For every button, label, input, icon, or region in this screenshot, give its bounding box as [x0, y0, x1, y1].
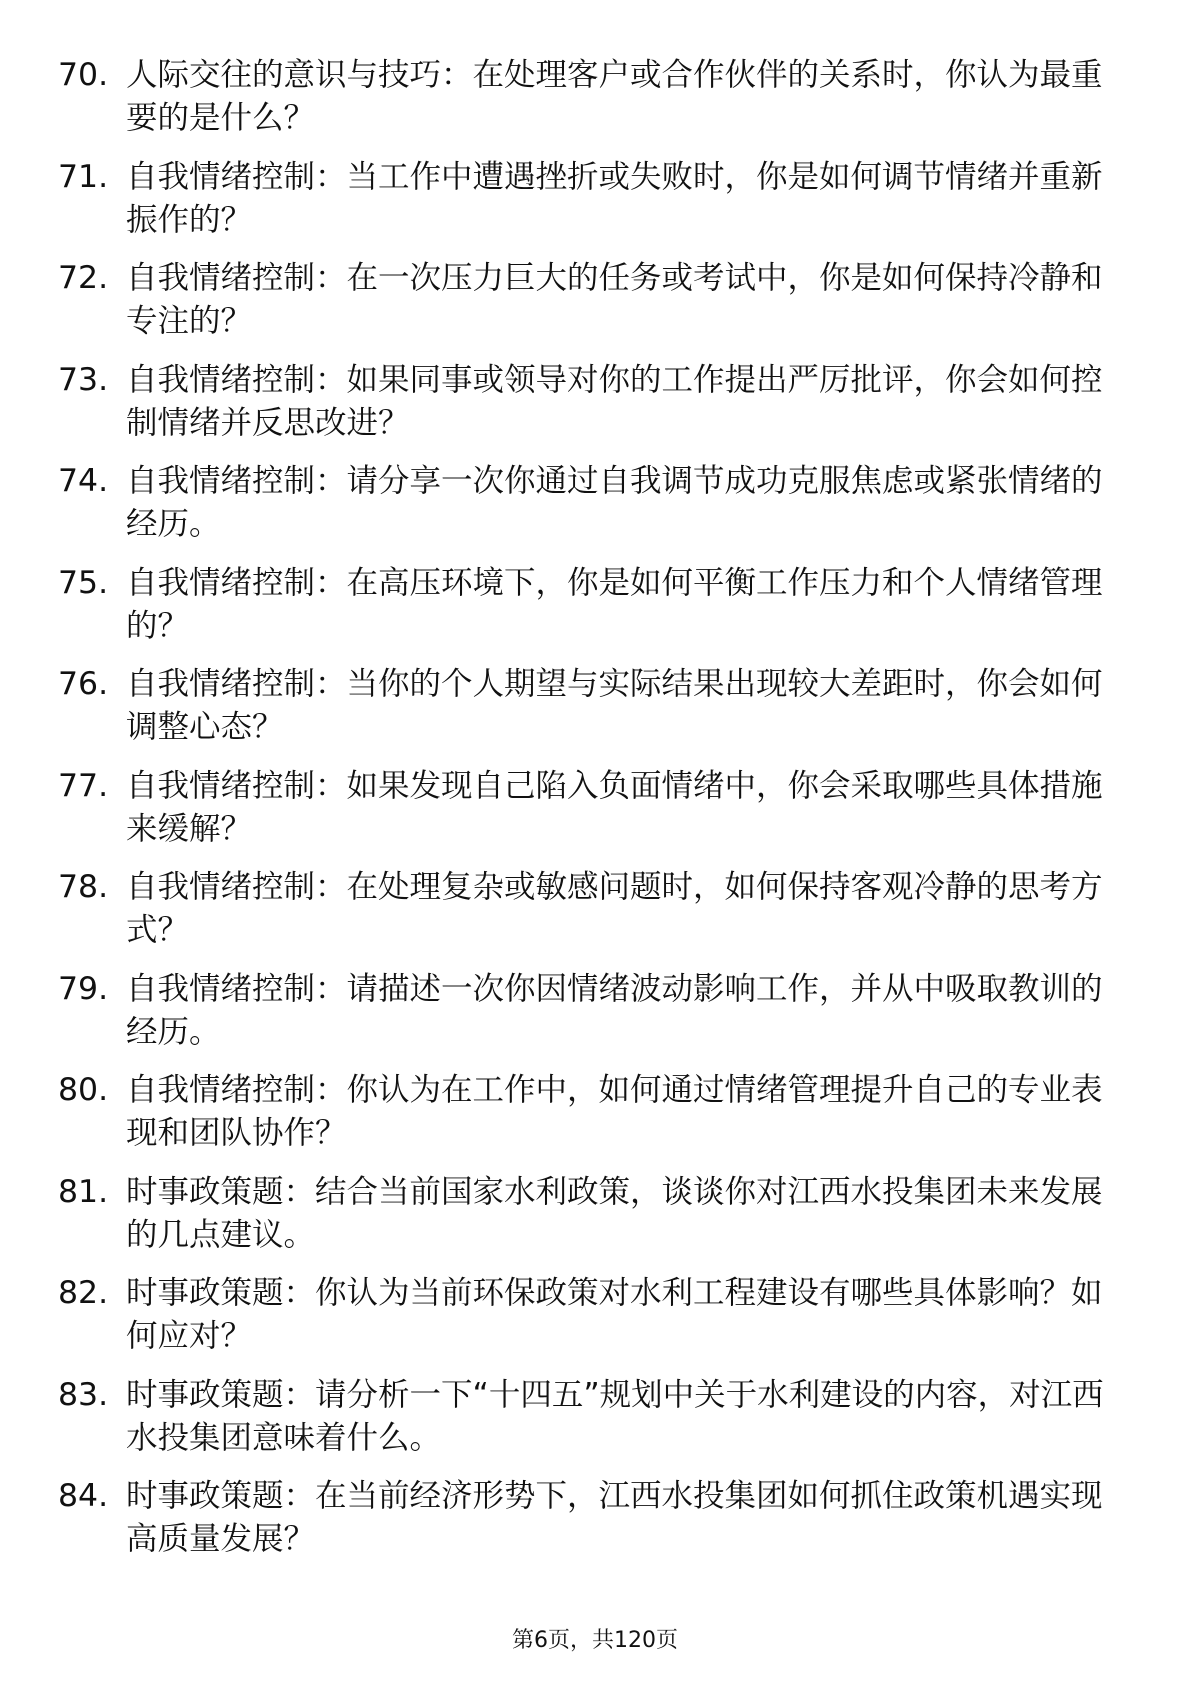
question-text: 自我情绪控制：你认为在工作中，如何通过情绪管理提升自己的专业表现和团队协作？ [126, 1072, 1103, 1151]
question-text: 时事政策题：在当前经济形势下，江西水投集团如何抓住政策机遇实现高质量发展？ [126, 1478, 1103, 1557]
question-item [58, 54, 1138, 156]
question-text: 时事政策题：结合当前国家水利政策，谈谈你对江西水投集团未来发展的几点建议。 [126, 1173, 1103, 1253]
question-text: 自我情绪控制：如果发现自己陷入负面情绪中，你会采取哪些具体措施来缓解？ [126, 767, 1103, 847]
question-item [58, 866, 1138, 968]
question-text: 自我情绪控制：如果同事或领导对你的工作提出严厉批评，你会如何控制情绪并反思改进？ [126, 361, 1103, 441]
question-text: 自我情绪控制：请分享一次你通过自我调节成功克服焦虑或紧张情绪的经历。 [126, 463, 1103, 542]
question-text: 自我情绪控制：当你的个人期望与实际结果出现较大差距时，你会如何调整心态？ [126, 666, 1103, 745]
question-item [58, 156, 1138, 258]
question-text: 人际交往的意识与技巧：在处理客户或合作伙伴的关系时，你认为最重要的是什么？ [126, 57, 1103, 136]
question-number: 79. [58, 970, 109, 1007]
question-number: 71. [58, 158, 109, 195]
question-text: 时事政策题：你认为当前环保政策对水利工程建设有哪些具体影响？如何应对？ [126, 1275, 1103, 1354]
question-text: 时事政策题：请分析一下“十四五”规划中关于水利建设的内容，对江西水投集团意味着什么。 [126, 1376, 1104, 1456]
question-number: 77. [58, 767, 109, 804]
question-number: 76. [58, 666, 109, 702]
question-item [58, 1272, 1138, 1374]
question-number: 81. [58, 1173, 109, 1210]
question-item [58, 1475, 1138, 1577]
question-item [58, 663, 1138, 765]
question-item [58, 257, 1138, 359]
question-number: 78. [58, 869, 109, 905]
question-text: 自我情绪控制：当工作中遭遇挫折或失败时，你是如何调节情绪并重新振作的？ [126, 158, 1103, 238]
question-item [58, 968, 1138, 1070]
question-number: 75. [58, 564, 109, 601]
page-footer: 第6页，共120页 [512, 1628, 678, 1653]
question-text: 自我情绪控制：在高压环境下，你是如何平衡工作压力和个人情绪管理的？ [126, 564, 1103, 644]
question-number: 84. [58, 1478, 109, 1514]
question-item [58, 460, 1138, 562]
question-item [58, 562, 1138, 664]
question-number: 72. [58, 260, 109, 296]
question-text: 自我情绪控制：请描述一次你因情绪波动影响工作，并从中吸取教训的经历。 [126, 970, 1103, 1050]
question-number: 83. [58, 1376, 109, 1413]
question-item [58, 359, 1138, 461]
question-item [58, 1069, 1138, 1171]
question-text: 自我情绪控制：在处理复杂或敏感问题时，如何保持客观冷静的思考方式？ [126, 869, 1103, 948]
question-text: 自我情绪控制：在一次压力巨大的任务或考试中，你是如何保持冷静和专注的？ [126, 260, 1103, 339]
question-item [58, 1171, 1138, 1273]
question-number: 80. [58, 1072, 109, 1108]
question-list [58, 54, 1138, 1577]
question-number: 74. [58, 463, 109, 499]
question-item [58, 1374, 1138, 1476]
question-item [58, 765, 1138, 867]
question-number: 73. [58, 361, 109, 398]
question-number: 70. [58, 57, 109, 93]
question-number: 82. [58, 1275, 109, 1311]
